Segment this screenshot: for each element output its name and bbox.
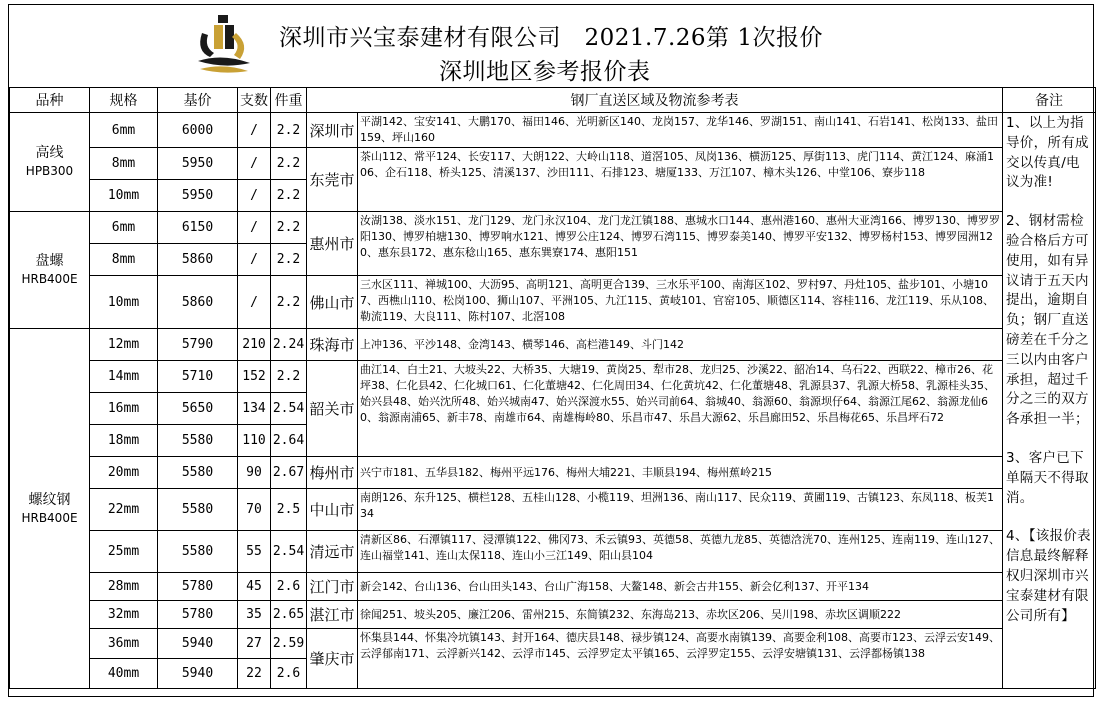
- weight-cell: 2.65: [271, 601, 307, 629]
- weight-cell: 2.5: [271, 489, 307, 531]
- weight-cell: 2.54: [271, 393, 307, 425]
- category-cell: [10, 113, 90, 212]
- table-row: [10, 148, 1096, 180]
- table-row: [10, 329, 1096, 361]
- count-cell: 27: [238, 629, 271, 659]
- weight-cell: 2.64: [271, 425, 307, 457]
- region-cell: 南朗126、东升125、横栏128、五桂山128、小榄119、坦洲136、南山117、民众119、黄圃119、古镇123、东凤118、板芙134: [358, 489, 1003, 531]
- city-cell: 梅州市: [307, 457, 358, 489]
- price-sheet: [8, 4, 1094, 697]
- spec-cell: 6mm: [90, 212, 158, 244]
- price-cell: 5780: [158, 601, 238, 629]
- remark-item: 1、以上为指导价，所有成交以传真/电议为准!: [1006, 115, 1089, 191]
- count-cell: 110: [238, 425, 271, 457]
- table-row: [10, 531, 1096, 573]
- column-header: 支数: [238, 88, 271, 113]
- region-cell: 怀集县144、怀集冷坑镇143、封开164、德庆县148、禄步镇124、高要水南镇139、高要金利108、高要市123、云浮云安149、云浮郁南171、云浮新兴142、云浮市145、云浮罗定太平镇165、云浮罗定155、云浮安塘镇131、云浮都杨镇138: [358, 629, 1003, 689]
- city-cell: 珠海市: [307, 329, 358, 361]
- count-cell: /: [238, 244, 271, 276]
- spec-cell: 40mm: [90, 659, 158, 689]
- price-cell: 5710: [158, 361, 238, 393]
- count-cell: /: [238, 113, 271, 148]
- weight-cell: 2.2: [271, 212, 307, 244]
- remark-item: 4、【该报价表信息最终解释权归深圳市兴宝泰建材有限公司所有】: [1006, 528, 1091, 624]
- price-cell: 5780: [158, 573, 238, 601]
- price-cell: 6150: [158, 212, 238, 244]
- count-cell: 152: [238, 361, 271, 393]
- price-cell: 5860: [158, 276, 238, 329]
- city-cell: 中山市: [307, 489, 358, 531]
- spec-cell: 6mm: [90, 113, 158, 148]
- table-row: [10, 489, 1096, 531]
- city-cell: 韶关市: [307, 361, 358, 457]
- category-cell: [10, 329, 90, 689]
- page-subtitle: 深圳地区参考报价表: [439, 59, 651, 85]
- spec-cell: 10mm: [90, 180, 158, 212]
- table-row: [10, 573, 1096, 601]
- remark-item: 3、客户已下单隔天不得取消。: [1006, 449, 1089, 506]
- page-title: 深圳市兴宝泰建材有限公司 2021.7.26第 1次报价: [279, 25, 823, 51]
- spec-cell: 8mm: [90, 244, 158, 276]
- remark-item: 2、钢材需检验合格后方可使用，如有异议请于五天内提出，逾期自负；钢厂直送磅差在千分之三以内由客户承担，超过千分之三的双方各承担一半；: [1006, 213, 1089, 428]
- weight-cell: 2.2: [271, 244, 307, 276]
- price-cell: 5790: [158, 329, 238, 361]
- table-row: [10, 212, 1096, 244]
- spec-cell: 12mm: [90, 329, 158, 361]
- region-cell: 兴宁市181、五华县182、梅州平远176、梅州大埔221、丰顺县194、梅州蕉岭215: [358, 457, 1003, 489]
- spec-cell: 10mm: [90, 276, 158, 329]
- company-logo-icon: [192, 13, 254, 79]
- spec-cell: 36mm: [90, 629, 158, 659]
- spec-cell: 14mm: [90, 361, 158, 393]
- price-cell: 5650: [158, 393, 238, 425]
- category-code: HRB400E: [21, 510, 78, 525]
- column-header: 基价: [158, 88, 238, 113]
- spec-cell: 8mm: [90, 148, 158, 180]
- weight-cell: 2.2: [271, 113, 307, 148]
- count-cell: /: [238, 212, 271, 244]
- spec-cell: 22mm: [90, 489, 158, 531]
- count-cell: /: [238, 276, 271, 329]
- category-name: 高线: [35, 145, 64, 161]
- weight-cell: 2.24: [271, 329, 307, 361]
- city-cell: 清远市: [307, 531, 358, 573]
- spec-cell: 32mm: [90, 601, 158, 629]
- count-cell: 90: [238, 457, 271, 489]
- price-cell: 5580: [158, 489, 238, 531]
- city-cell: 深圳市: [307, 113, 358, 148]
- city-cell: 肇庆市: [307, 629, 358, 689]
- table-row: [10, 457, 1096, 489]
- price-cell: 6000: [158, 113, 238, 148]
- count-cell: 35: [238, 601, 271, 629]
- count-cell: /: [238, 148, 271, 180]
- region-cell: 平湖142、宝安141、大鹏170、福田146、光明新区140、龙岗157、龙华146、罗湖151、南山141、石岩141、松岗133、盐田159、坪山160: [358, 113, 1003, 148]
- price-cell: 5580: [158, 531, 238, 573]
- region-cell: 上冲136、平沙148、金湾143、横琴146、高栏港149、斗门142: [358, 329, 1003, 361]
- region-cell: 新会142、台山136、台山田头143、台山广海158、大鳌148、新会古井155、新会亿利137、开平134: [358, 573, 1003, 601]
- column-header: 钢厂直送区域及物流参考表: [307, 88, 1003, 113]
- city-cell: 佛山市: [307, 276, 358, 329]
- column-header: 备注: [1003, 88, 1096, 113]
- weight-cell: 2.54: [271, 531, 307, 573]
- weight-cell: 2.59: [271, 629, 307, 659]
- count-cell: 70: [238, 489, 271, 531]
- count-cell: 210: [238, 329, 271, 361]
- price-cell: 5950: [158, 180, 238, 212]
- sheet-header: [9, 5, 1095, 85]
- spec-cell: 20mm: [90, 457, 158, 489]
- spec-cell: 16mm: [90, 393, 158, 425]
- table-header-row: [10, 88, 1096, 113]
- price-table: [9, 87, 1096, 689]
- weight-cell: 2.6: [271, 659, 307, 689]
- price-cell: 5950: [158, 148, 238, 180]
- count-cell: /: [238, 180, 271, 212]
- count-cell: 45: [238, 573, 271, 601]
- region-cell: 汝湖138、淡水151、龙门129、龙门永汉104、龙门龙江镇188、惠城水口144、惠州港160、惠州大亚湾166、博罗130、博罗罗阳130、博罗柏塘130、博罗响水121、博罗公庄124、博罗石湾115、博罗泰美140、博罗平安132、博罗杨村153、博罗园洲120、惠东县172、惠东稔山165、惠东巽寮174、惠阳151: [358, 212, 1003, 276]
- table-row: [10, 601, 1096, 629]
- column-header: 规格: [90, 88, 158, 113]
- table-row: [10, 276, 1096, 329]
- weight-cell: 2.67: [271, 457, 307, 489]
- column-header: 品种: [10, 88, 90, 113]
- price-cell: 5580: [158, 425, 238, 457]
- remarks-cell: [1003, 113, 1096, 689]
- spec-cell: 25mm: [90, 531, 158, 573]
- category-cell: [10, 212, 90, 329]
- city-cell: 东莞市: [307, 148, 358, 212]
- weight-cell: 2.2: [271, 180, 307, 212]
- price-cell: 5860: [158, 244, 238, 276]
- category-code: HRB400E: [21, 272, 78, 286]
- region-cell: 三水区111、禅城100、大沥95、高明121、高明更合139、三水乐平100、南海区102、罗村97、丹灶105、盐步101、小塘107、西樵山110、松岗100、狮山107、平洲105、九江115、黄岐101、官窑105、顺德区114、容桂116、龙江119、乐从108、勒流119、大良111、陈村107、北滘108: [358, 276, 1003, 329]
- city-cell: 江门市: [307, 573, 358, 601]
- weight-cell: 2.2: [271, 148, 307, 180]
- table-row: [10, 361, 1096, 393]
- spec-cell: 18mm: [90, 425, 158, 457]
- price-cell: 5940: [158, 659, 238, 689]
- weight-cell: 2.2: [271, 361, 307, 393]
- count-cell: 134: [238, 393, 271, 425]
- category-name: 盘螺: [35, 253, 64, 269]
- region-cell: 清新区86、石潭镇117、浸潭镇122、佛冈73、禾云镇93、英德58、英德九龙85、英德浛洸70、连州125、连南119、连山127、连山福堂141、连山太保118、连山小三江149、阳山县104: [358, 531, 1003, 573]
- city-cell: 湛江市: [307, 601, 358, 629]
- region-cell: 茶山112、常平124、长安117、大朗122、大岭山118、道滘105、凤岗136、横沥125、厚街113、虎门114、黄江124、麻涌106、企石118、桥头125、清溪137、沙田111、石排123、塘厦133、万江107、樟木头126、中堂106、寮步118: [358, 148, 1003, 212]
- spec-cell: 28mm: [90, 573, 158, 601]
- table-row: [10, 113, 1096, 148]
- category-name: 螺纹钢: [28, 491, 71, 508]
- weight-cell: 2.2: [271, 276, 307, 329]
- column-header: 件重: [271, 88, 307, 113]
- price-cell: 5940: [158, 629, 238, 659]
- price-cell: 5580: [158, 457, 238, 489]
- count-cell: 55: [238, 531, 271, 573]
- region-cell: 徐闻251、坡头205、廉江206、雷州215、东简镇232、东海岛213、赤坎区206、吴川198、赤坎区调顺222: [358, 601, 1003, 629]
- city-cell: 惠州市: [307, 212, 358, 276]
- count-cell: 22: [238, 659, 271, 689]
- table-row: [10, 629, 1096, 659]
- category-code: HPB300: [25, 164, 74, 178]
- weight-cell: 2.6: [271, 573, 307, 601]
- region-cell: 曲江14、白土21、大坡头22、大桥35、大塘19、黄岗25、犁市28、龙归25、沙溪22、韶冶14、乌石22、西联22、樟市26、花坪38、仁化县42、仁化城口61、仁化董塘42、仁化周田34、仁化黄坑42、仁化董塘48、乳源县37、乳源大桥58、乳源桂头35、始兴县48、始兴沈所48、始兴城南47、始兴深渡水55、始兴司前64、翁城40、翁源60、翁源坝仔64、翁源江尾62、翁源龙仙60、翁源南浦65、新丰78、南雄市64、南雄梅岭80、乐昌市47、乐昌大源62、乐昌廊田52、乐昌梅花65、乐昌坪石72: [358, 361, 1003, 457]
